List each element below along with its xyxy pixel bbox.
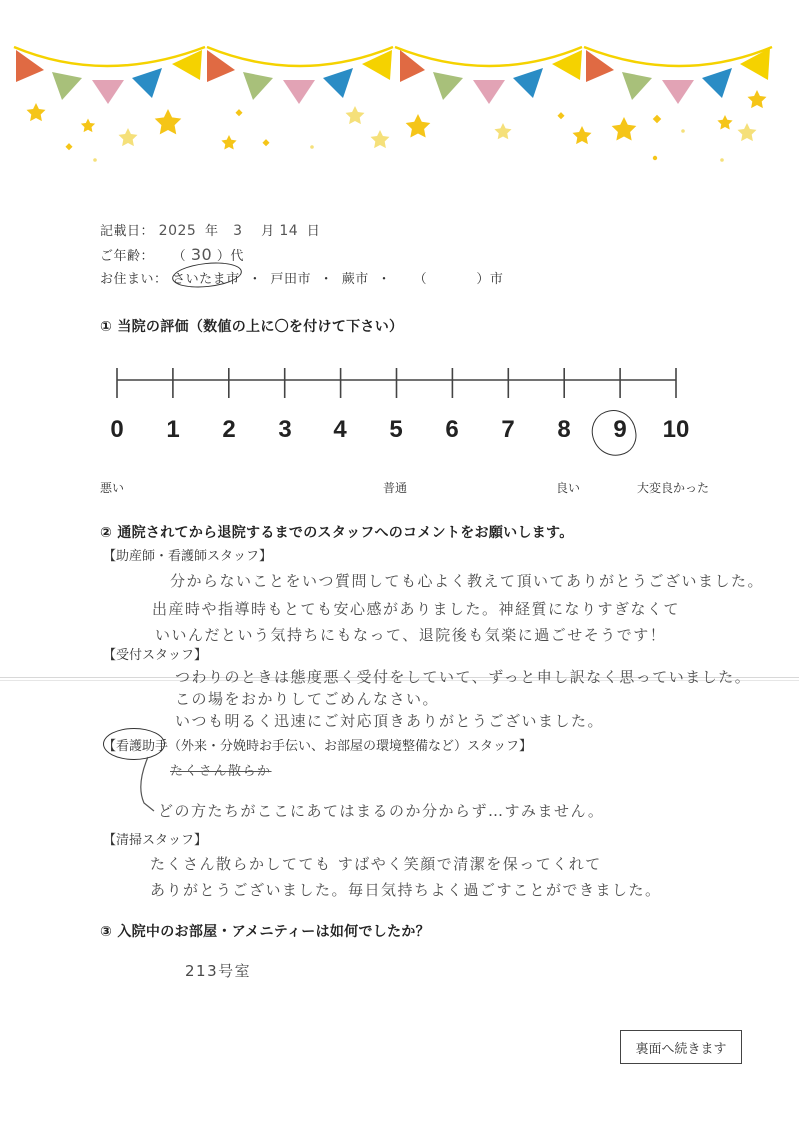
comment-nurse-line-3[interactable]: いいんだという気持ちにもなって、退院後も気楽に過ごせそうです！ <box>155 626 667 644</box>
scale-value-4[interactable]: 4 <box>333 416 347 443</box>
residence-option-saitama[interactable]: さいたま市 <box>172 272 240 287</box>
date-label: 記載日： <box>100 224 155 239</box>
struck-out-text: たくさん散らか <box>170 764 272 779</box>
comment-nurse-line-2[interactable]: 出産時や指導時もとても安心感がありました。神経質になりすぎなくて <box>152 600 681 618</box>
anchor-very-good: 大変良かった <box>637 481 710 495</box>
continue-on-back-box <box>620 1030 742 1064</box>
residence-option-warabi[interactable]: 蕨市 <box>341 272 369 287</box>
flag-icons <box>16 48 770 104</box>
age-value[interactable]: 30 <box>190 245 213 264</box>
section-label-cleaning: 【清掃スタッフ】 <box>103 833 208 848</box>
comment-cleaning-line-2[interactable]: ありがとうございました。毎日気持ちよく過ごすことができました。 <box>150 881 662 899</box>
scale-value-1[interactable]: 1 <box>166 416 180 443</box>
scale-value-5[interactable]: 5 <box>389 416 403 443</box>
anchor-bad: 悪い <box>100 481 125 495</box>
star-icons <box>27 90 767 162</box>
section-label-assistant <box>103 735 532 754</box>
label-open-bracket: 【 <box>103 739 117 754</box>
comment-reception-line-1[interactable]: つわりのときは態度悪く受付をしていて、ずっと申し訳なく思っていました。 <box>175 668 752 686</box>
month-unit: 月 <box>261 224 275 239</box>
residence-label: お住まい： <box>100 272 168 287</box>
date-line <box>100 220 320 239</box>
day-unit: 日 <box>306 224 321 239</box>
bunting-banner <box>0 0 799 190</box>
label-circled-word: 看護助手 <box>116 739 169 754</box>
bunting-string-icon <box>14 47 772 66</box>
residence-line <box>100 268 503 287</box>
comment-assistant-line-1[interactable]: どの方たちがここにあてはまるのか分からず…すみません。 <box>158 802 605 820</box>
q3-title: ③ 入院中のお部屋・アメニティーは如何でしたか？ <box>100 924 430 940</box>
age-open: （ <box>172 249 187 264</box>
continue-label: 裏面へ続きます <box>635 1041 727 1057</box>
separator: ・ <box>248 272 262 287</box>
scale-value-3[interactable]: 3 <box>278 416 292 443</box>
scale-value-0[interactable]: 0 <box>110 416 124 443</box>
q3-answer[interactable]: 213号室 <box>185 962 252 980</box>
q1-title: ① 当院の評価（数値の上に〇を付けて下さい） <box>100 319 404 335</box>
section-label-nurse: 【助産師・看護師スタッフ】 <box>103 549 273 564</box>
separator: ・ <box>377 272 391 287</box>
label-rest: （外来・分娩時お手伝い、お部屋の環境整備など）スタッフ】 <box>168 739 533 754</box>
residence-other-close: ）市 <box>476 272 504 287</box>
comment-cleaning-line-1[interactable]: たくさん散らかしてても すばやく笑顔で清潔を保ってくれて <box>150 855 602 873</box>
residence-other-open: （ <box>413 272 428 287</box>
q2-title: ② 通院されてから退院するまでのスタッフへのコメントをお願いします。 <box>100 525 574 541</box>
age-close: ）代 <box>216 249 244 264</box>
comment-reception-line-2[interactable]: この場をおかりしてごめんなさい。 <box>175 690 440 708</box>
anchor-good: 良い <box>556 481 581 495</box>
scale-value-10[interactable]: 10 <box>662 416 690 443</box>
age-label: ご年齢： <box>100 249 155 264</box>
anchor-normal: 普通 <box>383 481 408 495</box>
date-day-value[interactable]: 14 <box>279 223 299 239</box>
scale-value-7[interactable]: 7 <box>501 416 515 443</box>
comment-nurse-line-1[interactable]: 分からないことをいつ質問しても心よく教えて頂いてありがとうございました。 <box>170 572 765 590</box>
residence-option-toda[interactable]: 戸田市 <box>270 272 311 287</box>
age-line <box>100 245 244 264</box>
comment-reception-line-3[interactable]: いつも明るく迅速にご対応頂きありがとうございました。 <box>175 712 605 730</box>
scale-value-2[interactable]: 2 <box>222 416 236 443</box>
scale-value-9[interactable]: 9 <box>613 416 627 443</box>
scale-value-8[interactable]: 8 <box>557 416 571 443</box>
date-year-value[interactable]: 2025 <box>158 223 197 239</box>
date-month-value[interactable]: 3 <box>233 223 243 239</box>
section-label-reception: 【受付スタッフ】 <box>103 648 208 663</box>
year-unit: 年 <box>204 224 219 239</box>
scale-value-6[interactable]: 6 <box>445 416 459 443</box>
separator: ・ <box>319 272 334 287</box>
